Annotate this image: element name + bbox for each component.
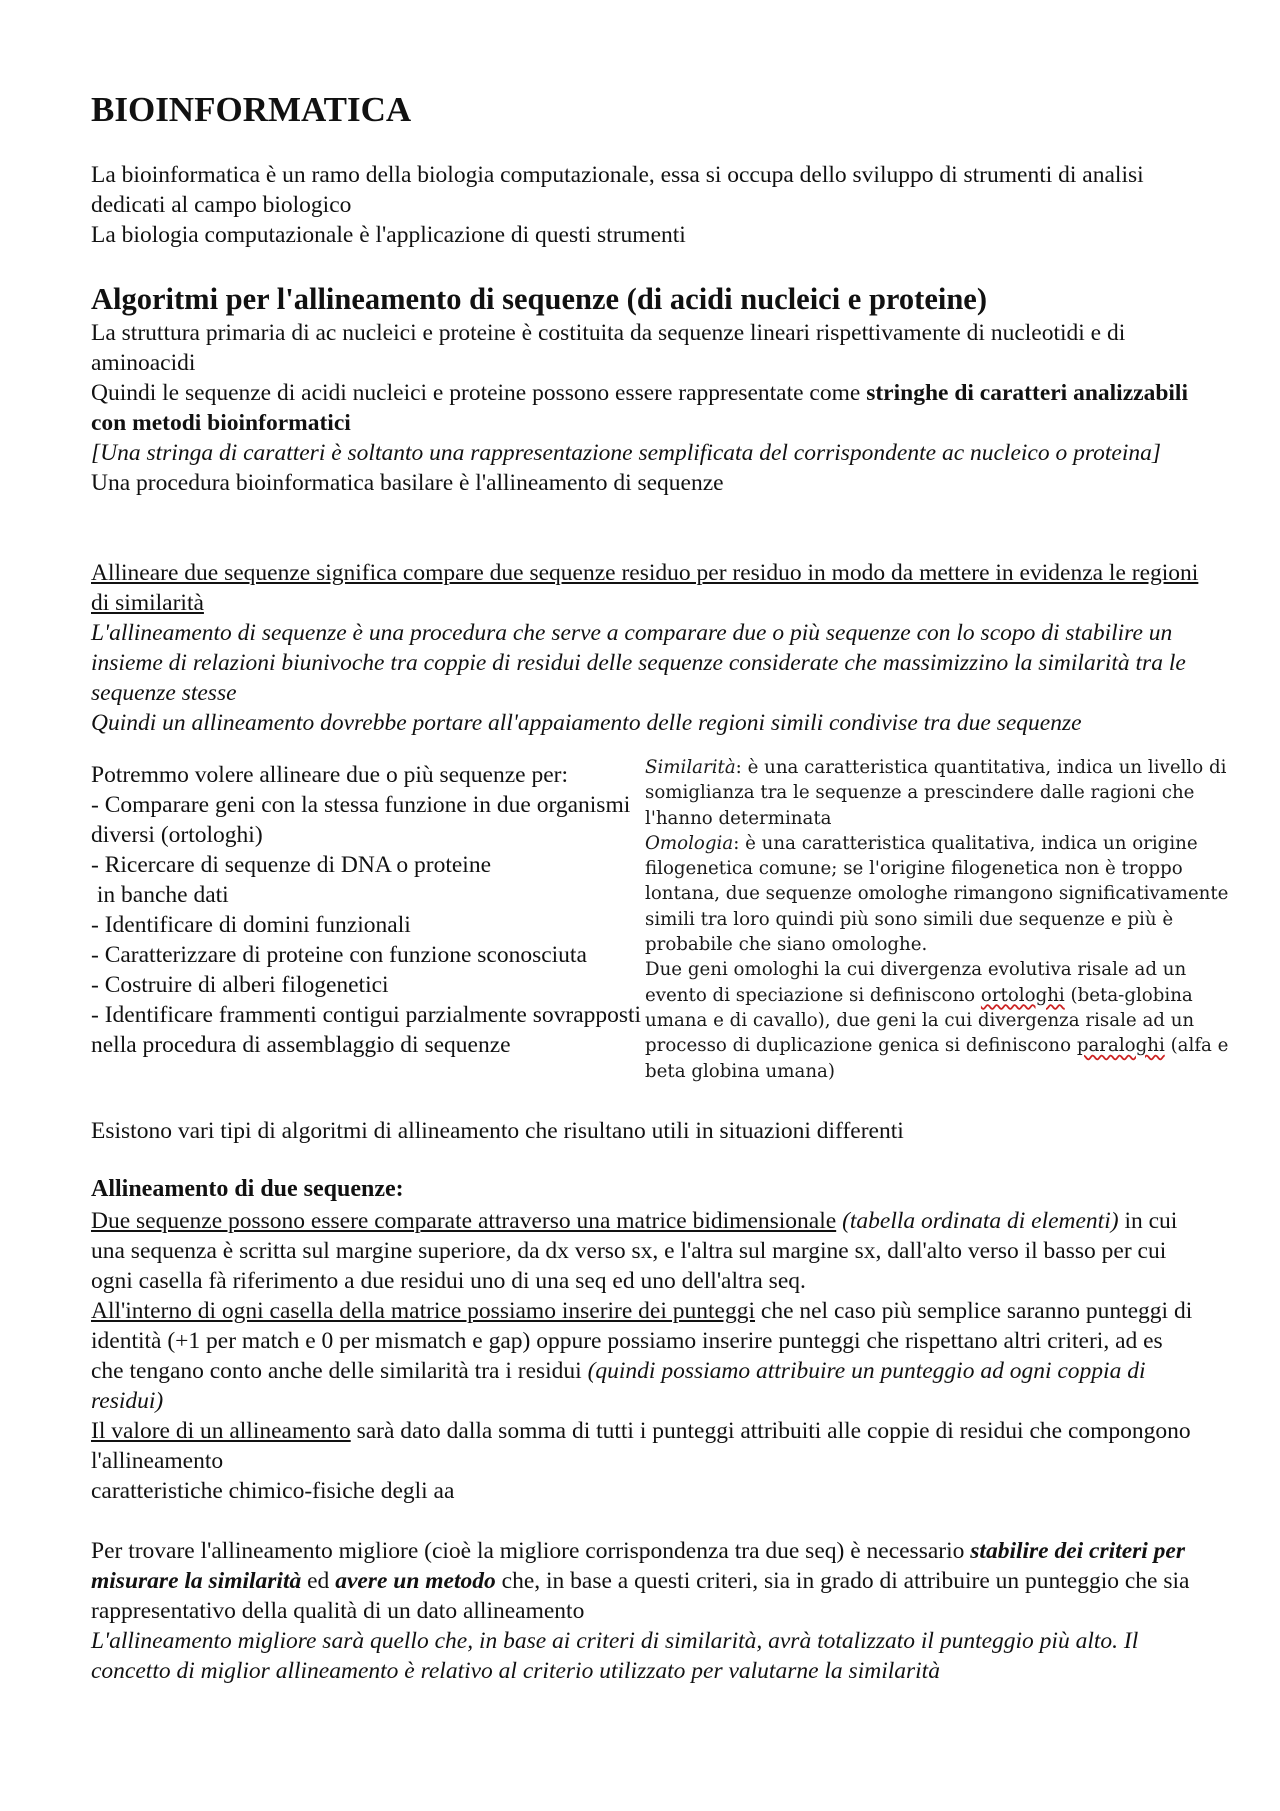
definition-homology-text: : è una caratteristica qualitativa, indica un origine filogenetica comune; se l'origine filogenetica non è troppo lontana, due sequenze omologhe rimangono significativamente simili tra loro quindi più sono simili due sequenze e più è probabile che siano omologhe. (645, 832, 1229, 956)
best-s2: ed (301, 1568, 336, 1594)
term-orthologs: ortologhi (980, 984, 1065, 1006)
matrix-italic: (tabella ordinata di elementi) (836, 1208, 1119, 1234)
section1-alignment-def (91, 558, 1201, 738)
scores-underline: All'interno di ogni casella della matrice possiamo inserire dei punteggi (91, 1298, 756, 1324)
paragraph-align-procedure: L'allineamento di sequenze è una procedura che serve a comparare due o più sequenze con lo scopo di stabilire un insieme di relazioni biunivoche tra coppie di residui delle sequenze considerate che massimizzino la similarità tra le sequenze stesse (91, 620, 1186, 706)
best-criteria: stabilire dei criteri per misurare la similarità (91, 1538, 1186, 1594)
term-paralogs: paraloghi (1076, 1035, 1165, 1057)
paragraph-strings (91, 378, 1201, 438)
scores-italic: (quindi possiamo attribuire un punteggio ad ogni coppia di residui) (91, 1358, 1146, 1414)
definition-d1: Due geni omologhi la cui divergenza evolutiva risale ad un evento di speciazione si definiscono (645, 959, 1187, 1006)
intro-line-2: La biologia computazionale è l'applicazione di questi strumenti (91, 222, 686, 248)
section-heading-algorithms: Algoritmi per l'allineamento di sequenze (di acidi nucleici e proteine) (91, 282, 987, 316)
list-item: - Identificare di domini funzionali (91, 912, 411, 938)
paragraph-best-alignment (91, 1536, 1201, 1626)
value-underline: Il valore di un allineamento (91, 1418, 351, 1444)
best-s3: che, in base a questi criteri, sia in grado di attribuire un punteggio che sia rappresentativo della qualità di un dato allineamento (91, 1568, 1190, 1624)
page-title: BIOINFORMATICA (91, 90, 412, 129)
definition-d3: (alfa e beta globina umana) (645, 1035, 1229, 1082)
section-heading-two-sequences: Allineamento di due sequenze: (91, 1176, 404, 1202)
paragraph-align-meaning: Allineare due sequenze significa compare due sequenze residuo per residuo in modo da mettere in evidenza le regioni di similarità (91, 560, 1199, 616)
reasons-intro: Potremmo volere allineare due o più sequenze per: (91, 762, 568, 788)
value-rest: sarà dato dalla somma di tutti i punteggi attribuiti alle coppie di residui che compongono l'allineamento (91, 1418, 1191, 1474)
definition-similarity-text: : è una caratteristica quantitativa, indica un livello di somiglianza tra le sequenze a prescindere dalle ragioni che l'hanno determinata (645, 757, 1227, 829)
paragraph-alignment-value (91, 1416, 1201, 1476)
definition-d2: (beta-globina umana e di cavallo), due geni la cui divergenza risale ad un processo di duplicazione genica si definiscono (645, 984, 1195, 1057)
paragraph-chemical-properties: caratteristiche chimico-fisiche degli aa (91, 1478, 455, 1504)
list-item: - Identificare frammenti contigui parzialmente sovrapposti nella procedura di assemblaggio di sequenze (91, 1002, 642, 1058)
section1-body (91, 318, 1201, 498)
best-s1: Per trovare l'allineamento migliore (cioè la migliore corrispondenza tra due seq) è necessario (91, 1538, 971, 1564)
list-item: in banche dati (91, 882, 229, 908)
list-item: - Ricercare di sequenze di DNA o proteine (91, 852, 491, 878)
scores-rest: che nel caso più semplice saranno punteggi di identità (+1 per match e 0 per mismatch e gap) oppure possiamo inserire punteggi che rispettano altri criteri, ad es che tengano conto anche delle similarità tra i residui (91, 1298, 1193, 1384)
matrix-underline: Due sequenze possono essere comparate attraverso una matrice bidimensionale (91, 1208, 837, 1234)
paragraph-best-alignment-note: L'allineamento migliore sarà quello che, in base ai criteri di similarità, avrà totalizzato il punteggio più alto. Il concetto di miglior allineamento è relativo al criterio utilizzato per valutarne la similarità (91, 1628, 1139, 1684)
intro-block (91, 160, 1201, 250)
paragraph-strings-text: Quindi le sequenze di acidi nucleici e proteine possono essere rappresentate come (91, 380, 867, 406)
section3-body (91, 1536, 1201, 1686)
paragraph-basic-procedure: Una procedura bioinformatica basilare è l'allineamento di sequenze (91, 470, 724, 496)
definition-homology (645, 831, 1235, 957)
definition-similarity (645, 755, 1235, 831)
term-homology: Omologia (645, 832, 734, 854)
paragraph-align-result: Quindi un allineamento dovrebbe portare all'appaiamento delle regioni simili condivise tra due sequenze (91, 710, 1082, 736)
paragraph-matrix (91, 1206, 1201, 1296)
intro-line-1: La bioinformatica è un ramo della biologia computazionale, essa si occupa dello sviluppo di strumenti di analisi dedicati al campo biologico (91, 162, 1144, 218)
term-similarity: Similarità (645, 757, 736, 778)
paragraph-string-note: [Una stringa di caratteri è soltanto una rappresentazione semplificata del corrispondente ac nucleico o proteina] (91, 440, 1162, 466)
definitions-box (645, 755, 1235, 1084)
paragraph-strings-bold: stringhe di caratteri analizzabili con metodi bioinformatici (91, 380, 1188, 436)
section2-body (91, 1206, 1201, 1506)
paragraph-scores (91, 1296, 1201, 1416)
list-item: - Comparare geni con la stessa funzione in due organismi diversi (ortologhi) (91, 792, 631, 848)
list-item: - Costruire di alberi filogenetici (91, 972, 389, 998)
definition-orthologs-paralogs (645, 957, 1235, 1083)
reasons-list (91, 760, 651, 1060)
paragraph-primary-structure: La struttura primaria di ac nucleici e proteine è costituita da sequenze lineari rispettivamente di nucleotidi e di aminoacidi (91, 320, 1126, 376)
best-method: avere un metodo (335, 1568, 496, 1594)
types-paragraph (91, 1116, 1201, 1146)
list-item: - Caratterizzare di proteine con funzione sconosciuta (91, 942, 587, 968)
matrix-rest: in cui una sequenza è scritta sul margine superiore, da dx verso sx, e l'altra sul margine sx, dall'alto verso il basso per cui ogni casella fà riferimento a due residui uno di una seq ed uno dell'altra seq. (91, 1208, 1178, 1294)
paragraph-algorithm-types: Esistono vari tipi di algoritmi di allineamento che risultano utili in situazioni differenti (91, 1118, 904, 1144)
